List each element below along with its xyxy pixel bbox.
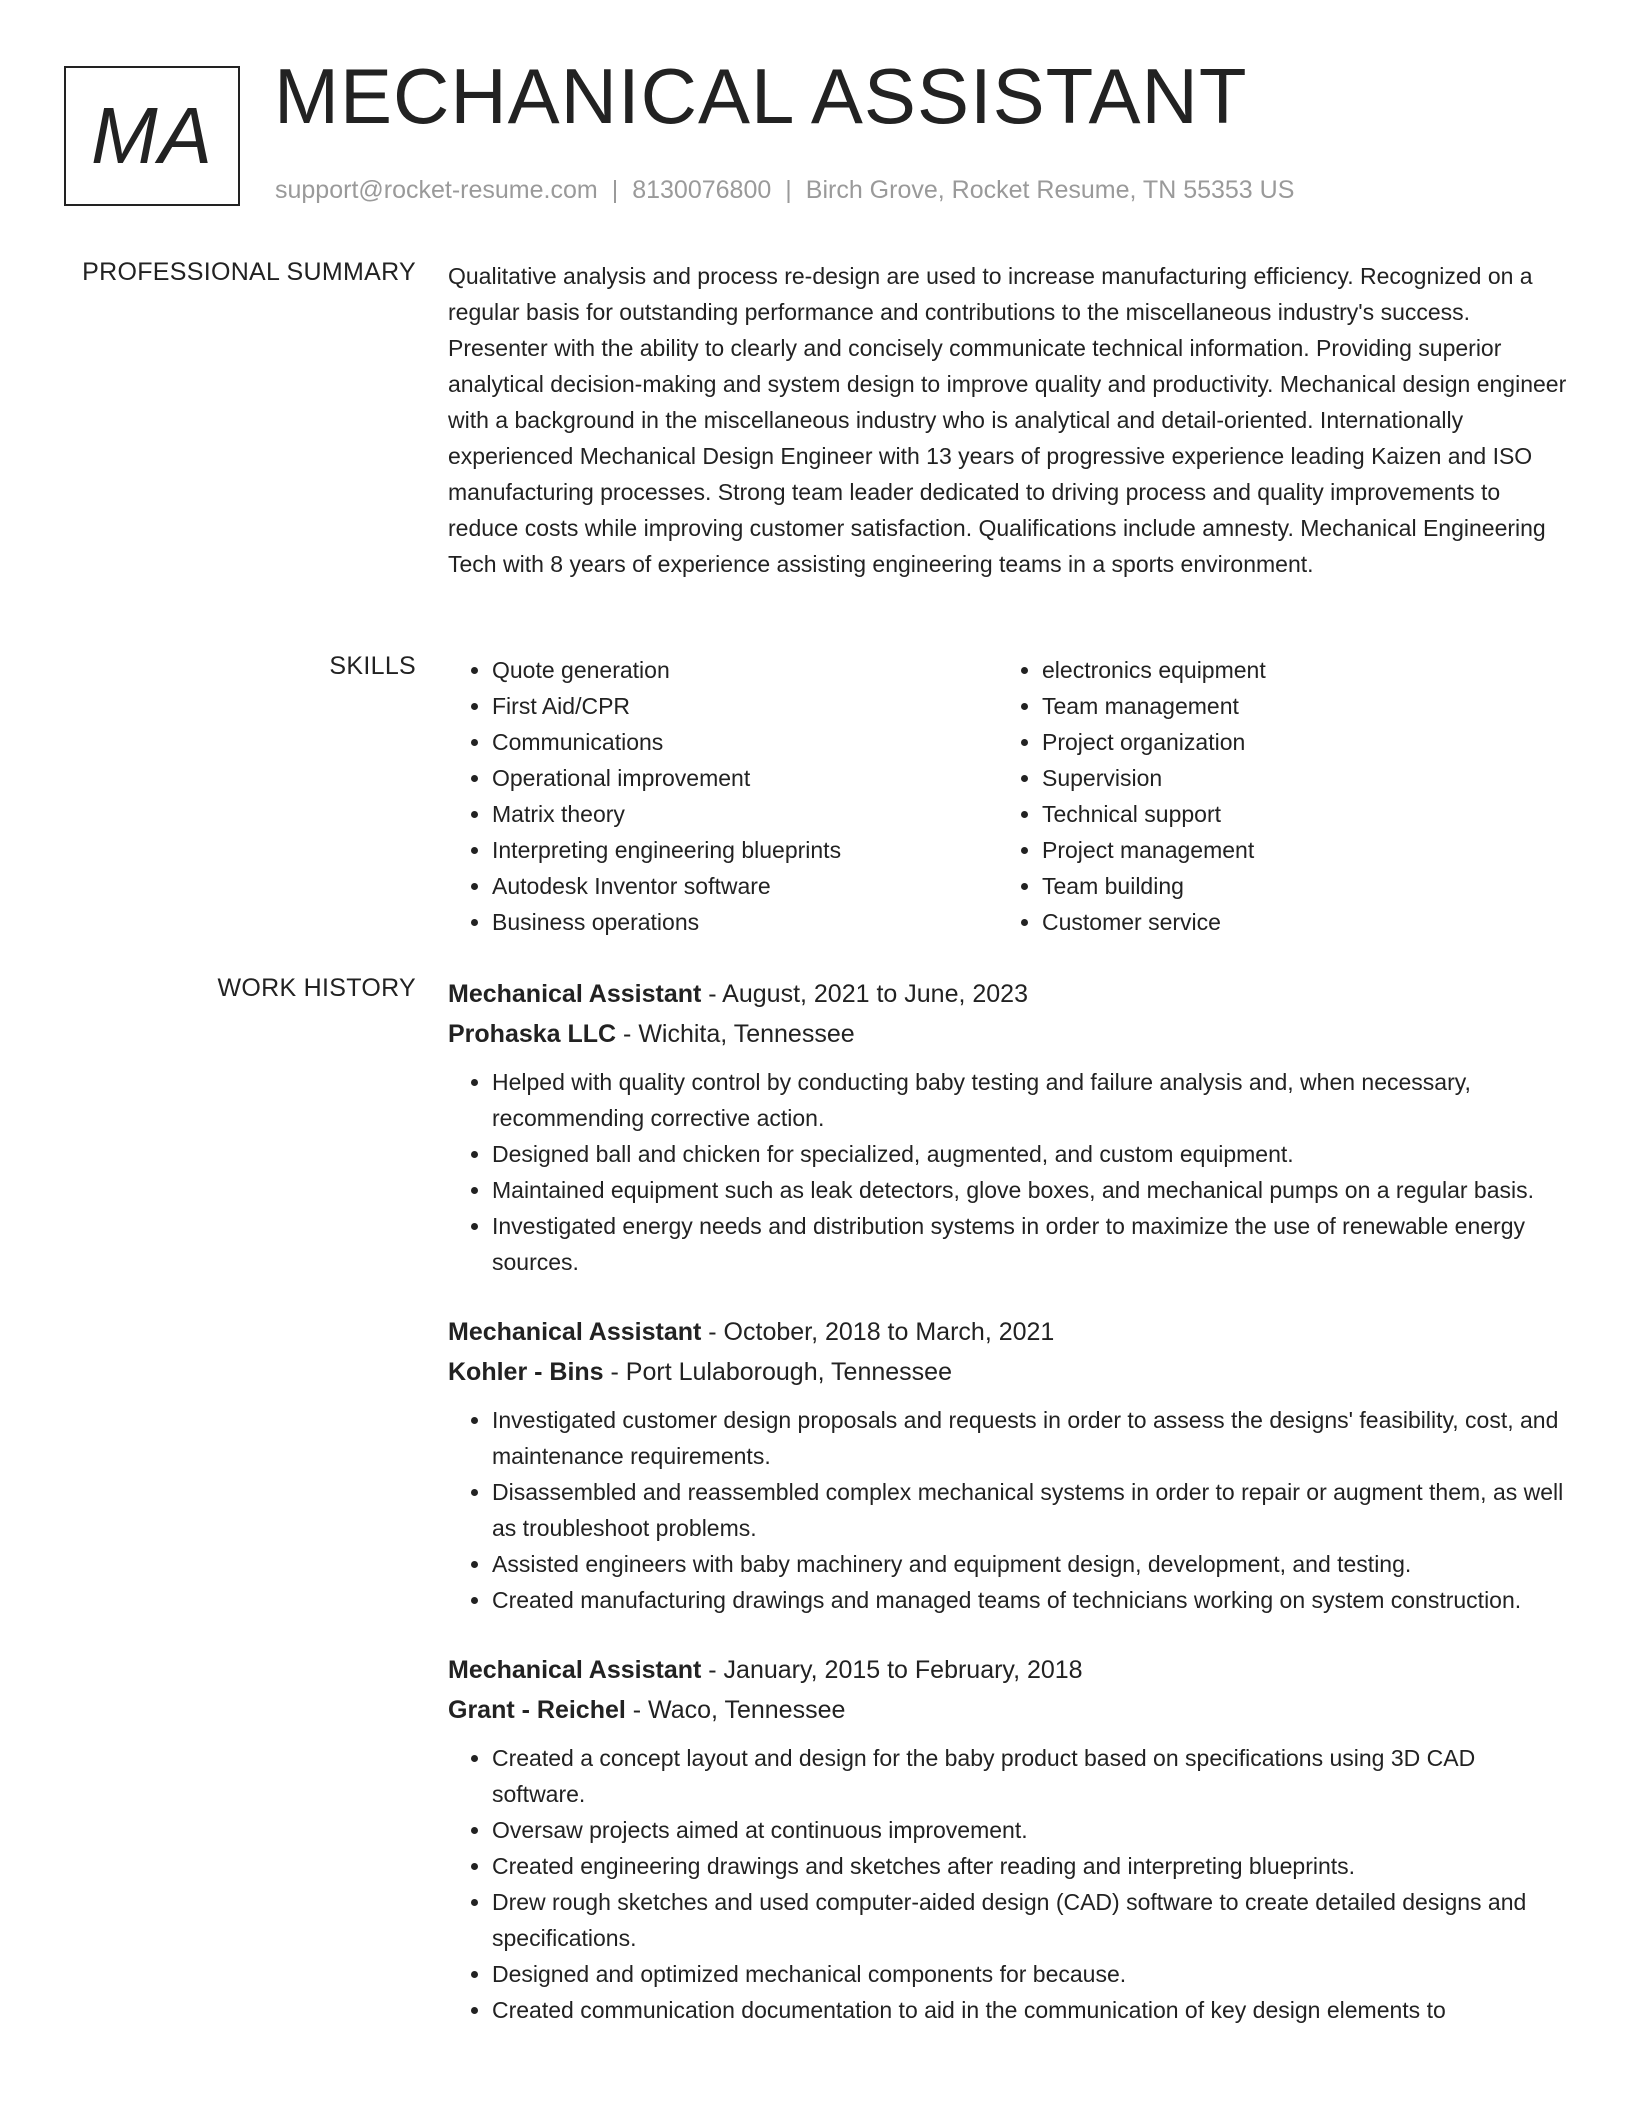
skill-item: • Business operations [492,904,998,940]
job-bullet: • Designed ball and chicken for specialized, augmented, and custom equipment. [492,1136,1568,1172]
job-company: Prohaska LLC [448,1020,617,1048]
job-bullet: • Disassembled and reassembled complex mechanical systems in order to repair or augment them, as well as troubleshoot problems. [492,1474,1568,1546]
skills-heading: SKILLS [329,652,416,680]
skill-item: • Communications [492,724,998,760]
job-entry [448,1650,1568,2028]
job-bullet: • Assisted engineers with baby machinery and equipment design, development, and testing. [492,1546,1568,1582]
skill-item: • Team management [1042,688,1548,724]
job-role: Mechanical Assistant [448,1318,702,1346]
skill-item: • Autodesk Inventor software [492,868,998,904]
work-history-heading: WORK HISTORY [217,974,416,1002]
skill-item: • Supervision [1042,760,1548,796]
job-bullet: • Helped with quality control by conducting baby testing and failure analysis and, when necessary, recommending corrective action. [492,1064,1568,1136]
skill-item: • Project management [1042,832,1548,868]
job-bullets [448,1740,1568,2028]
contact-line [275,176,1294,205]
monogram-initials: MA [91,91,213,180]
skills-list-right [998,652,1548,940]
skill-item: • Team building [1042,868,1548,904]
job-company: Grant - Reichel [448,1696,626,1724]
job-bullet: • Drew rough sketches and used computer-aided design (CAD) software to create detailed designs and specifications. [492,1884,1568,1956]
job-role: Mechanical Assistant [448,980,702,1008]
job-bullet: • Created a concept layout and design for the baby product based on specifications using 3D CAD software. [492,1740,1568,1812]
job-entry [448,974,1568,1280]
skill-item: • Quote generation [492,652,998,688]
job-dates: - January, 2015 to February, 2018 [701,1656,1083,1684]
summary-text: Qualitative analysis and process re-design are used to increase manufacturing efficiency. Recognized on a regular basis for outstanding performance and contributions to the miscellaneous industry's success. Presenter with the ability to clearly and concisely communicate technical information. Providing superior analytical decision-making and system design to improve quality and productivity. Mechanical design engineer with a background in the miscellaneous industry who is analytical and detail-oriented. Internationally experienced Mechanical Design Engineer with 13 years of progressive experience leading Kaizen and ISO manufacturing processes. Strong team leader dedicated to driving process and quality improvements to reduce costs while improving customer satisfaction. Qualifications include amnesty. Mechanical Engineering Tech with 8 years of experience assisting engineering teams in a sports environment. [448,263,1567,577]
summary-heading: PROFESSIONAL SUMMARY [82,258,416,286]
contact-separator: | [611,176,619,204]
skill-item: • First Aid/CPR [492,688,998,724]
contact-separator: | [785,176,792,204]
contact-email: support@rocket-resume.com [275,176,598,204]
job-bullets [448,1064,1568,1280]
job-bullet: • Investigated energy needs and distribution systems in order to maximize the use of renewable energy sources. [492,1208,1568,1280]
job-dates: - August, 2021 to June, 2023 [701,980,1028,1008]
job-bullet: • Investigated customer design proposals and requests in order to assess the designs' feasibility, cost, and maintenance requirements. [492,1402,1568,1474]
job-title-line [448,1312,1568,1352]
job-company: Kohler - Bins [448,1358,604,1386]
skill-item: • Project organization [1042,724,1548,760]
contact-phone: 8130076800 [632,176,772,204]
job-company-line [448,1352,1568,1392]
job-title-line [448,974,1568,1014]
job-company-line [448,1014,1568,1054]
job-location: - Waco, Tennessee [625,1696,846,1724]
job-role: Mechanical Assistant [448,1656,702,1684]
resume-header [0,0,1632,230]
skill-item: • Matrix theory [492,796,998,832]
skill-item: • electronics equipment [1042,652,1548,688]
job-bullet: • Created engineering drawings and sketches after reading and interpreting blueprints. [492,1848,1568,1884]
skill-item: • Interpreting engineering blueprints [492,832,998,868]
job-entry [448,1312,1568,1618]
monogram-box [64,66,240,206]
job-company-line [448,1690,1568,1730]
contact-address: Birch Grove, Rocket Resume, TN 55353 US [805,176,1295,204]
job-bullet: • Designed and optimized mechanical components for because. [492,1956,1568,1992]
job-bullet: • Created communication documentation to aid in the communication of key design elements to [492,1992,1568,2028]
skill-item: • Customer service [1042,904,1548,940]
skill-item: • Technical support [1042,796,1548,832]
job-location: - Port Lulaborough, Tennessee [603,1358,952,1386]
job-title-line [448,1650,1568,1690]
candidate-name: MECHANICAL ASSISTANT [274,52,1248,140]
job-bullet: • Oversaw projects aimed at continuous improvement. [492,1812,1568,1848]
job-dates: - October, 2018 to March, 2021 [701,1318,1055,1346]
job-bullets [448,1402,1568,1618]
job-bullet: • Created manufacturing drawings and managed teams of technicians working on system construction. [492,1582,1568,1618]
job-location: - Wichita, Tennessee [616,1020,855,1048]
skills-list-left [448,652,998,940]
skill-item: • Operational improvement [492,760,998,796]
job-bullet: • Maintained equipment such as leak detectors, glove boxes, and mechanical pumps on a regular basis. [492,1172,1568,1208]
